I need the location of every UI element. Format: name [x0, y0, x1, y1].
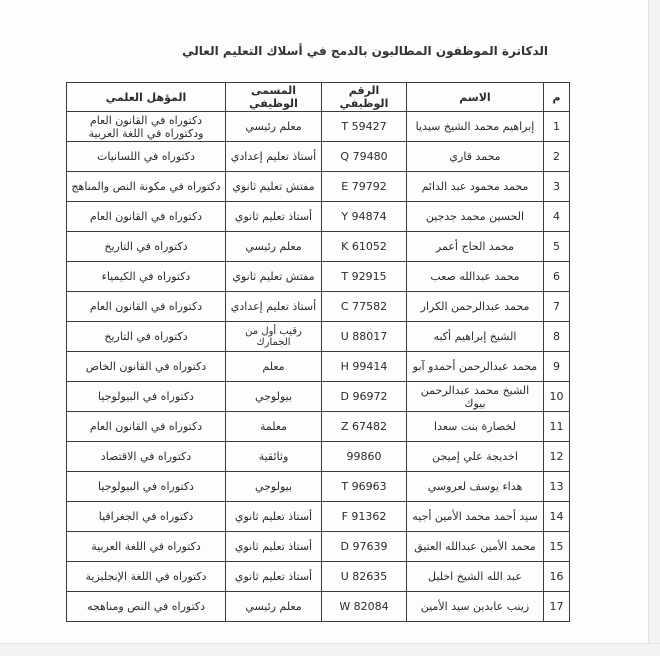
- header-index: م: [544, 83, 570, 112]
- cell-index: 11: [544, 412, 570, 442]
- cell-employee-number: Q 79480: [322, 142, 407, 172]
- cell-job-title: أستاذ تعليم ثانوي: [226, 562, 322, 592]
- cell-job-title: أستاذ تعليم ثانوي: [226, 532, 322, 562]
- cell-employee-number: D 97639: [322, 532, 407, 562]
- cell-index: 5: [544, 232, 570, 262]
- cell-index: 15: [544, 532, 570, 562]
- cell-job-title: معلم: [226, 352, 322, 382]
- table-row: [67, 202, 570, 232]
- cell-index: 8: [544, 322, 570, 352]
- header-employee-number: الرقم الوظيفي: [322, 83, 407, 112]
- table-row: [67, 172, 570, 202]
- header-job-title: المسمى الوظيفي: [226, 83, 322, 112]
- cell-name: عبد الله الشيخ اخليل: [407, 562, 544, 592]
- cell-job-title: أستاذ تعليم ثانوي: [226, 202, 322, 232]
- cell-qualification: دكتوراه في النص ومناهجه: [67, 592, 226, 622]
- cell-employee-number: K 61052: [322, 232, 407, 262]
- cell-job-title: معلم رئيسي: [226, 592, 322, 622]
- cell-name: سيد أحمد محمد الأمين أجيه: [407, 502, 544, 532]
- cell-qualification: دكتوراه في التاريخ: [67, 322, 226, 352]
- table-row: [67, 592, 570, 622]
- cell-employee-number: T 59427: [322, 112, 407, 142]
- cell-qualification: دكتوراه في البيولوجيا: [67, 472, 226, 502]
- cell-name: إبراهيم محمد الشيخ سيديا: [407, 112, 544, 142]
- cell-employee-number: F 91362: [322, 502, 407, 532]
- cell-name: اخديجة علي إميجن: [407, 442, 544, 472]
- cell-employee-number: Y 94874: [322, 202, 407, 232]
- cell-job-title: مفتش تعليم ثانوي: [226, 262, 322, 292]
- cell-index: 17: [544, 592, 570, 622]
- table-row: [67, 142, 570, 172]
- cell-name: زينب عابدين سيد الأمين: [407, 592, 544, 622]
- cell-name: محمد عبدالرحمن الكرار: [407, 292, 544, 322]
- cell-name: محمد عبدالرحمن أحمدو آبو: [407, 352, 544, 382]
- cell-name: الحسين محمد جدجين: [407, 202, 544, 232]
- cell-index: 1: [544, 112, 570, 142]
- table-row: [67, 322, 570, 352]
- cell-job-title: معلم رئيسي: [226, 112, 322, 142]
- table-row: [67, 112, 570, 142]
- cell-qualification: دكتوراه في الكيمياء: [67, 262, 226, 292]
- table-row: [67, 262, 570, 292]
- cell-employee-number: E 79792: [322, 172, 407, 202]
- cell-index: 6: [544, 262, 570, 292]
- table-row: [67, 232, 570, 262]
- cell-name: الشيخ محمد عبدالرحمن بيوك: [407, 382, 544, 412]
- cell-index: 10: [544, 382, 570, 412]
- cell-index: 16: [544, 562, 570, 592]
- header-name: الاسم: [407, 83, 544, 112]
- cell-employee-number: D 96972: [322, 382, 407, 412]
- table-row: [67, 502, 570, 532]
- cell-name: هداء يوسف لعروسي: [407, 472, 544, 502]
- cell-job-title: معلمة: [226, 412, 322, 442]
- table-row: [67, 352, 570, 382]
- cell-qualification: دكتوراه في الجغرافيا: [67, 502, 226, 532]
- cell-job-title: مفتش تعليم ثانوي: [226, 172, 322, 202]
- table-body: [67, 112, 570, 622]
- cell-index: 4: [544, 202, 570, 232]
- cell-index: 14: [544, 502, 570, 532]
- cell-job-title: أستاذ تعليم إعدادي: [226, 292, 322, 322]
- cell-index: 13: [544, 472, 570, 502]
- cell-qualification: دكتوراه في القانون الخاص: [67, 352, 226, 382]
- cell-name: محمد قاري: [407, 142, 544, 172]
- cell-qualification: دكتوراه في القانون العام ودكتوراه في اللغة العربية: [67, 112, 226, 142]
- cell-name: الشيخ إبراهيم أكبه: [407, 322, 544, 352]
- cell-job-title: معلم رئيسي: [226, 232, 322, 262]
- table-row: [67, 292, 570, 322]
- cell-qualification: دكتوراه في اللسانيات: [67, 142, 226, 172]
- cell-job-title: رقيب أول من الجمارك: [226, 322, 322, 352]
- table-row: [67, 472, 570, 502]
- cell-employee-number: U 82635: [322, 562, 407, 592]
- table-row: [67, 442, 570, 472]
- staff-table: [66, 82, 570, 622]
- cell-qualification: دكتوراه في البيولوجيا: [67, 382, 226, 412]
- cell-index: 2: [544, 142, 570, 172]
- cell-index: 3: [544, 172, 570, 202]
- cell-qualification: دكتوراه في القانون العام: [67, 412, 226, 442]
- cell-qualification: دكتوراه في القانون العام: [67, 202, 226, 232]
- cell-name: محمد عبدالله صعب: [407, 262, 544, 292]
- table-header-row: [67, 83, 570, 112]
- cell-qualification: دكتوراه في التاريخ: [67, 232, 226, 262]
- header-qualification: المؤهل العلمي: [67, 83, 226, 112]
- cell-employee-number: 99860: [322, 442, 407, 472]
- table-row: [67, 562, 570, 592]
- page-bottom-edge: [0, 643, 660, 656]
- cell-index: 12: [544, 442, 570, 472]
- cell-name: محمد محمود عبد الدائم: [407, 172, 544, 202]
- table-row: [67, 532, 570, 562]
- cell-employee-number: Z 67482: [322, 412, 407, 442]
- cell-employee-number: T 96963: [322, 472, 407, 502]
- cell-employee-number: C 77582: [322, 292, 407, 322]
- cell-index: 7: [544, 292, 570, 322]
- cell-qualification: دكتوراه في مكونة النص والمناهج: [67, 172, 226, 202]
- cell-job-title: أستاذ تعليم إعدادي: [226, 142, 322, 172]
- cell-job-title: بيولوجي: [226, 472, 322, 502]
- cell-qualification: دكتوراه في اللغة العربية: [67, 532, 226, 562]
- cell-job-title: وثائقية: [226, 442, 322, 472]
- cell-employee-number: H 99414: [322, 352, 407, 382]
- cell-qualification: دكتوراه في الاقتصاد: [67, 442, 226, 472]
- cell-employee-number: W 82084: [322, 592, 407, 622]
- cell-index: 9: [544, 352, 570, 382]
- cell-qualification: دكتوراه في القانون العام: [67, 292, 226, 322]
- cell-name: لخصارة بنت سعدا: [407, 412, 544, 442]
- table-row: [67, 412, 570, 442]
- cell-job-title: بيولوجي: [226, 382, 322, 412]
- cell-qualification: دكتوراه في اللغة الإنجليزية: [67, 562, 226, 592]
- table-row: [67, 382, 570, 412]
- cell-name: محمد الحاج أعمر: [407, 232, 544, 262]
- cell-job-title: أستاذ تعليم ثانوي: [226, 502, 322, 532]
- cell-employee-number: U 88017: [322, 322, 407, 352]
- cell-name: محمد الأمين عبدالله العتيق: [407, 532, 544, 562]
- page-title: الدكاترة الموظفون المطالبون بالدمج في أسلاك التعليم العالي: [182, 44, 548, 58]
- page-right-edge: [648, 0, 660, 656]
- cell-employee-number: T 92915: [322, 262, 407, 292]
